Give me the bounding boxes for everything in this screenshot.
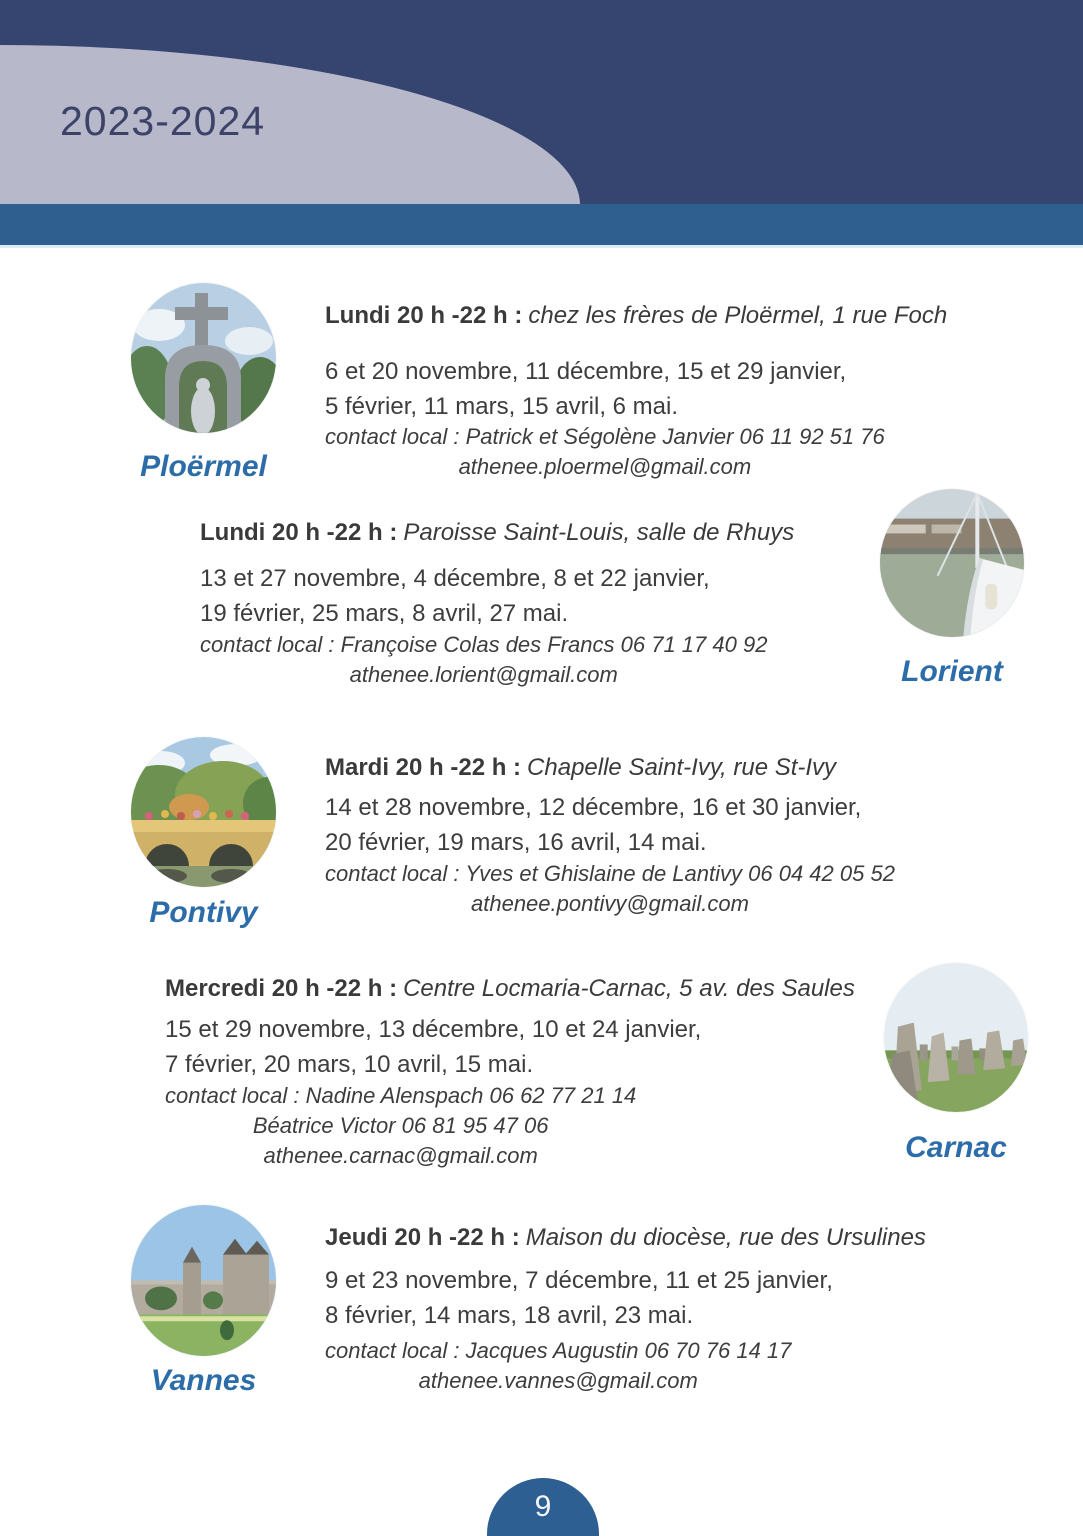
schedule-venue: Paroisse Saint-Louis, salle de Rhuys [403,519,795,546]
town-label-carnac: Carnac [905,1131,1007,1164]
dates-line: 7 février, 20 mars, 10 avril, 15 mai. [165,1051,534,1078]
contact-block-lorient [200,630,767,690]
dates-line: 8 février, 14 mars, 18 avril, 23 mai. [325,1302,694,1329]
vannes-photo [131,1205,276,1356]
contact-email: athenee.lorient@gmail.com [349,662,618,687]
year-title: 2023-2024 [60,98,266,144]
schedule-title-lorient [200,519,794,547]
town-label-pontivy: Pontivy [149,896,258,929]
carnac-photo [884,963,1028,1112]
dates-line: 15 et 29 novembre, 13 décembre, 10 et 24 janvier, [165,1016,702,1043]
dates-line: 20 février, 19 mars, 16 avril, 14 mai. [325,829,707,856]
contact-block-ploermel [325,422,885,482]
contact-line: contact local : Yves et Ghislaine de Lantivy 06 04 42 05 52 [325,861,895,886]
town-label-lorient: Lorient [901,655,1003,688]
contact-email: athenee.vannes@gmail.com [418,1368,698,1393]
contact-email: athenee.carnac@gmail.com [263,1143,538,1168]
schedule-venue: chez les frères de Ploërmel, 1 rue Foch [528,302,948,329]
schedule-title-vannes [325,1224,926,1252]
contact-block-vannes [325,1336,791,1396]
session-dates-ploermel [325,354,846,424]
schedule-venue: Chapelle Saint-Ivy, rue St-Ivy [527,754,837,781]
dates-line: 5 février, 11 mars, 15 avril, 6 mai. [325,393,679,420]
contact-email: athenee.ploermel@gmail.com [458,454,752,479]
pontivy-photo [131,737,276,887]
contact-line: contact local : Patrick et Ségolène Janvier 06 11 92 51 76 [325,424,885,449]
dates-line: 6 et 20 novembre, 11 décembre, 15 et 29 janvier, [325,358,847,385]
schedule-time: Lundi 20 h -22 h : [200,519,398,546]
contact-block-carnac [165,1081,636,1171]
contact-line: contact local : Jacques Augustin 06 70 76 14 17 [325,1338,792,1363]
page-number: 9 [534,1490,552,1523]
dates-line: 9 et 23 novembre, 7 décembre, 11 et 25 janvier, [325,1267,833,1294]
town-label-vannes: Vannes [150,1364,257,1397]
lorient-photo [880,489,1024,637]
schedule-venue: Centre Locmaria-Carnac, 5 av. des Saules [403,975,855,1002]
schedule-time: Mercredi 20 h -22 h : [165,975,398,1002]
dates-line: 13 et 27 novembre, 4 décembre, 8 et 22 janvier, [200,565,710,592]
contact-line: contact local : Nadine Alenspach 06 62 77 21 14 [165,1083,637,1108]
schedule-time: Mardi 20 h -22 h : [325,754,522,781]
session-dates-lorient [200,561,710,631]
contact-line: Béatrice Victor 06 81 95 47 06 [252,1113,549,1138]
session-dates-pontivy [325,790,861,860]
dates-line: 14 et 28 novembre, 12 décembre, 16 et 30 janvier, [325,794,862,821]
session-dates-carnac [165,1012,701,1082]
schedule-title-carnac [165,975,855,1003]
contact-line: contact local : Françoise Colas des Francs 06 71 17 40 92 [200,632,768,657]
schedule-time: Jeudi 20 h -22 h : [325,1224,520,1251]
schedule-title-ploermel [325,302,947,330]
ploermel-photo [131,283,276,433]
dates-line: 19 février, 25 mars, 8 avril, 27 mai. [200,600,569,627]
schedule-venue: Maison du diocèse, rue des Ursulines [525,1224,926,1251]
town-label-ploermel: Ploërmel [140,450,267,483]
page-number-badge [487,1478,599,1536]
schedule-title-pontivy [325,754,836,782]
schedule-time: Lundi 20 h -22 h : [325,302,523,329]
session-dates-vannes [325,1263,833,1333]
contact-block-pontivy [325,859,895,919]
header-band [0,204,1083,248]
contact-email: athenee.pontivy@gmail.com [471,891,749,916]
